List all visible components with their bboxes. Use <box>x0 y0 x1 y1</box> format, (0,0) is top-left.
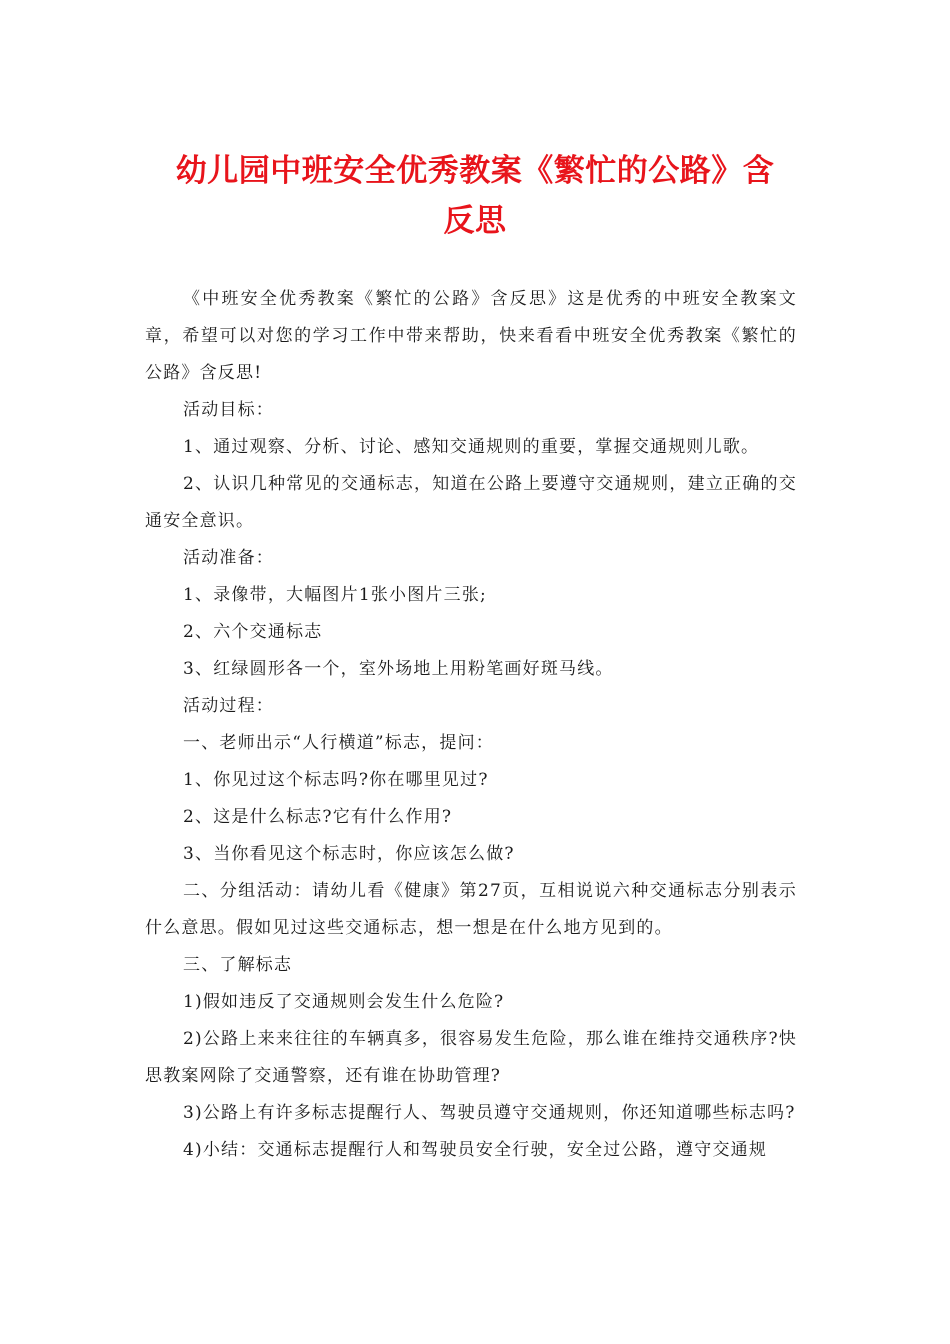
intro-paragraph: 《中班安全优秀教案《繁忙的公路》含反思》这是优秀的中班安全教案文章，希望可以对您的学习工作中带来帮助，快来看看中班安全优秀教案《繁忙的公路》含反思! <box>145 289 797 383</box>
process-question: 3、当你看见这个标志时，你应该怎么做? <box>183 844 515 864</box>
process-summary: 4)小结：交通标志提醒行人和驾驶员安全行驶，安全过公路，遵守交通规 <box>183 1140 768 1160</box>
title-line-1: 幼儿园中班安全优秀教案《繁忙的公路》含 <box>175 153 775 189</box>
section-heading-goals: 活动目标： <box>183 400 274 420</box>
preparation-item: 2、六个交通标志 <box>183 622 323 642</box>
title-line-2: 反思 <box>443 203 507 239</box>
document-title <box>130 146 820 246</box>
preparation-item: 3、红绿圆形各一个，室外场地上用粉笔画好斑马线。 <box>183 659 614 679</box>
document-body <box>145 281 797 1169</box>
section-heading-preparation: 活动准备： <box>183 548 274 568</box>
process-question: 2)公路上来来往往的车辆真多，很容易发生危险，那么谁在维持交通秩序?快思教案网除了交通警察，还有谁在协助管理? <box>145 1029 797 1086</box>
goal-item: 2、认识几种常见的交通标志，知道在公路上要遵守交通规则，建立正确的交通安全意识。 <box>145 474 797 531</box>
section-heading-process: 活动过程： <box>183 696 274 716</box>
process-question: 1)假如违反了交通规则会发生什么危险? <box>183 992 505 1012</box>
process-question: 1、你见过这个标志吗?你在哪里见过? <box>183 770 489 790</box>
process-step: 一、老师出示“人行横道”标志，提问： <box>183 733 494 753</box>
process-question: 2、这是什么标志?它有什么作用? <box>183 807 453 827</box>
goal-item: 1、通过观察、分析、讨论、感知交通规则的重要，掌握交通规则儿歌。 <box>183 437 760 457</box>
process-step: 二、分组活动：请幼儿看《健康》第27页，互相说说六种交通标志分别表示什么意思。假如见过这些交通标志，想一想是在什么地方见到的。 <box>145 881 797 938</box>
preparation-item: 1、录像带，大幅图片1张小图片三张; <box>183 585 487 605</box>
process-step: 三、了解标志 <box>183 955 293 975</box>
process-question: 3)公路上有许多标志提醒行人、驾驶员遵守交通规则，你还知道哪些标志吗? <box>183 1103 796 1123</box>
